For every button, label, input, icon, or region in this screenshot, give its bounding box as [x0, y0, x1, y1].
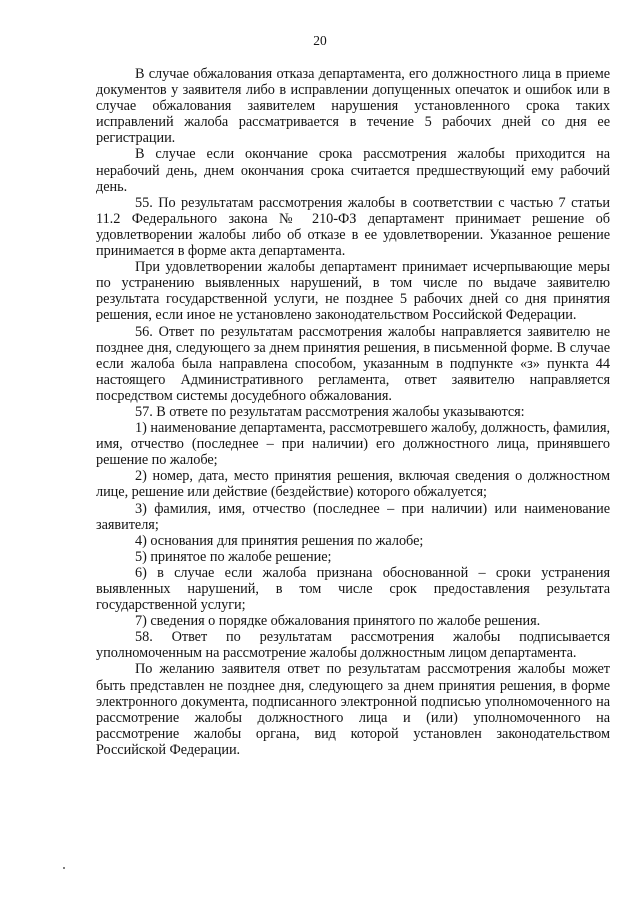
paragraph-item-58: 58. Ответ по результатам рассмотрения жалобы подписывается уполномоченным на рассмотрение жалобы должностным лицом департамента.: [96, 629, 610, 662]
paragraph: В случае если окончание срока рассмотрения жалобы приходится на нерабочий день, днем окончания срока считается предшествующий ему рабочий день.: [96, 146, 610, 195]
paragraph-item-56: 56. Ответ по результатам рассмотрения жалобы направляется заявителю не позднее дня, следующего за днем принятия решения, в письменной форме. В случае если жалоба была направлена способом, указанным в подпункте «з» пункта 44 настоящего Административного регламента, ответ заявителю направляется посредством системы досудебного обжалования.: [96, 323, 610, 404]
list-item: 3) фамилия, имя, отчество (последнее – при наличии) или наименование заявителя;: [96, 500, 610, 533]
paragraph: По желанию заявителя ответ по результатам рассмотрения жалобы может быть представлен не позднее дня, следующего за днем принятия решения, в форме электронного документа, подписанного электронной подписью уполномоченного на рассмотрение жалобы должностного лица и (или) уполномоченного на рассмотрение жалобы органа, вид которой установлен законодательством Российской Федерации.: [96, 661, 610, 758]
list-item: 2) номер, дата, место принятия решения, включая сведения о должностном лице, решение или действие (бездействие) которого обжалуется;: [96, 468, 610, 501]
document-body: [96, 66, 610, 758]
paragraph: В случае обжалования отказа департамента, его должностного лица в приеме документов у заявителя либо в исправлении допущенных опечаток и ошибок или в случае обжалования заявителем нарушения установленного срока таких исправлений жалоба рассматривается в течение 5 рабочих дней со дня ее регистрации.: [96, 66, 610, 147]
page-number: 20: [313, 33, 327, 48]
paragraph-item-55: 55. По результатам рассмотрения жалобы в соответствии с частью 7 статьи 11.2 Федерального закона № 210-ФЗ департамент принимает решение об удовлетворении жалобы либо об отказе в ее удовлетворении. Указанное решение принимается в форме акта департамента.: [96, 194, 610, 260]
list-item: 6) в случае если жалоба признана обоснованной – сроки устранения выявленных нарушений, в том числе срок предоставления результата государственной услуги;: [96, 564, 610, 614]
list-item: 4) основания для принятия решения по жалобе;: [135, 532, 424, 549]
list-item: 7) сведения о порядке обжалования принятого по жалобе решения.: [135, 613, 541, 630]
paragraph-item-57: 57. В ответе по результатам рассмотрения жалобы указываются:: [135, 403, 525, 420]
scan-speck: [63, 867, 65, 869]
list-item: 1) наименование департамента, рассмотревшего жалобу, должность, фамилия, имя, отчество (последнее – при наличии) его должностного лица, принявшего решение по жалобе;: [96, 420, 610, 469]
paragraph: При удовлетворении жалобы департамент принимает исчерпывающие меры по устранению выявленных нарушений, в том числе по выдаче заявителю результата государственной услуги, не позднее 5 рабочих дней со дня принятия решения, если иное не установлено законодательством Российской Федерации.: [96, 259, 610, 324]
list-item: 5) принятое по жалобе решение;: [135, 548, 332, 565]
